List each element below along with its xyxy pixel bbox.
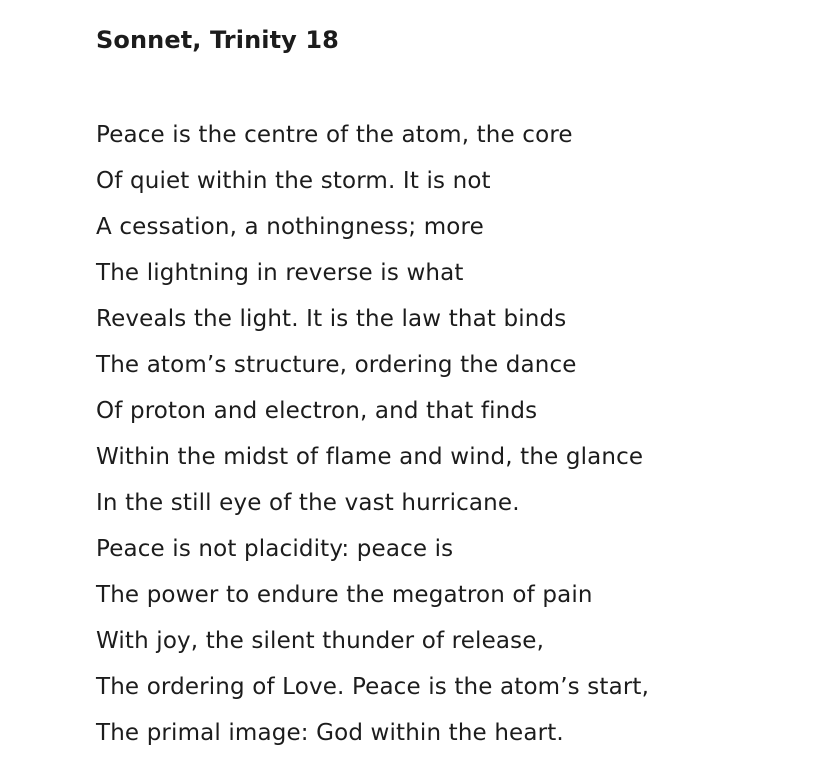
poem-line: The atom’s structure, ordering the dance xyxy=(96,352,577,378)
poem-title: Sonnet, Trinity 18 xyxy=(96,26,339,54)
poem-line: A cessation, a nothingness; more xyxy=(96,214,484,240)
poem-line: Of quiet within the storm. It is not xyxy=(96,168,491,194)
poem-body xyxy=(96,112,649,756)
poem-line: The ordering of Love. Peace is the atom’s start, xyxy=(96,674,650,700)
poem-line: Reveals the light. It is the law that binds xyxy=(96,306,567,332)
poem-line: In the still eye of the vast hurricane. xyxy=(96,490,520,516)
poem-line: With joy, the silent thunder of release, xyxy=(96,628,545,654)
poem-line: Of proton and electron, and that finds xyxy=(96,398,538,424)
poem-line: Within the midst of flame and wind, the glance xyxy=(96,444,644,470)
poem-line: The power to endure the megatron of pain xyxy=(96,582,593,608)
poem-line: Peace is the centre of the atom, the core xyxy=(96,122,573,148)
poem-line: Peace is not placidity: peace is xyxy=(96,536,454,562)
poem-line: The primal image: God within the heart. xyxy=(96,720,564,746)
poem-line: The lightning in reverse is what xyxy=(96,260,464,286)
